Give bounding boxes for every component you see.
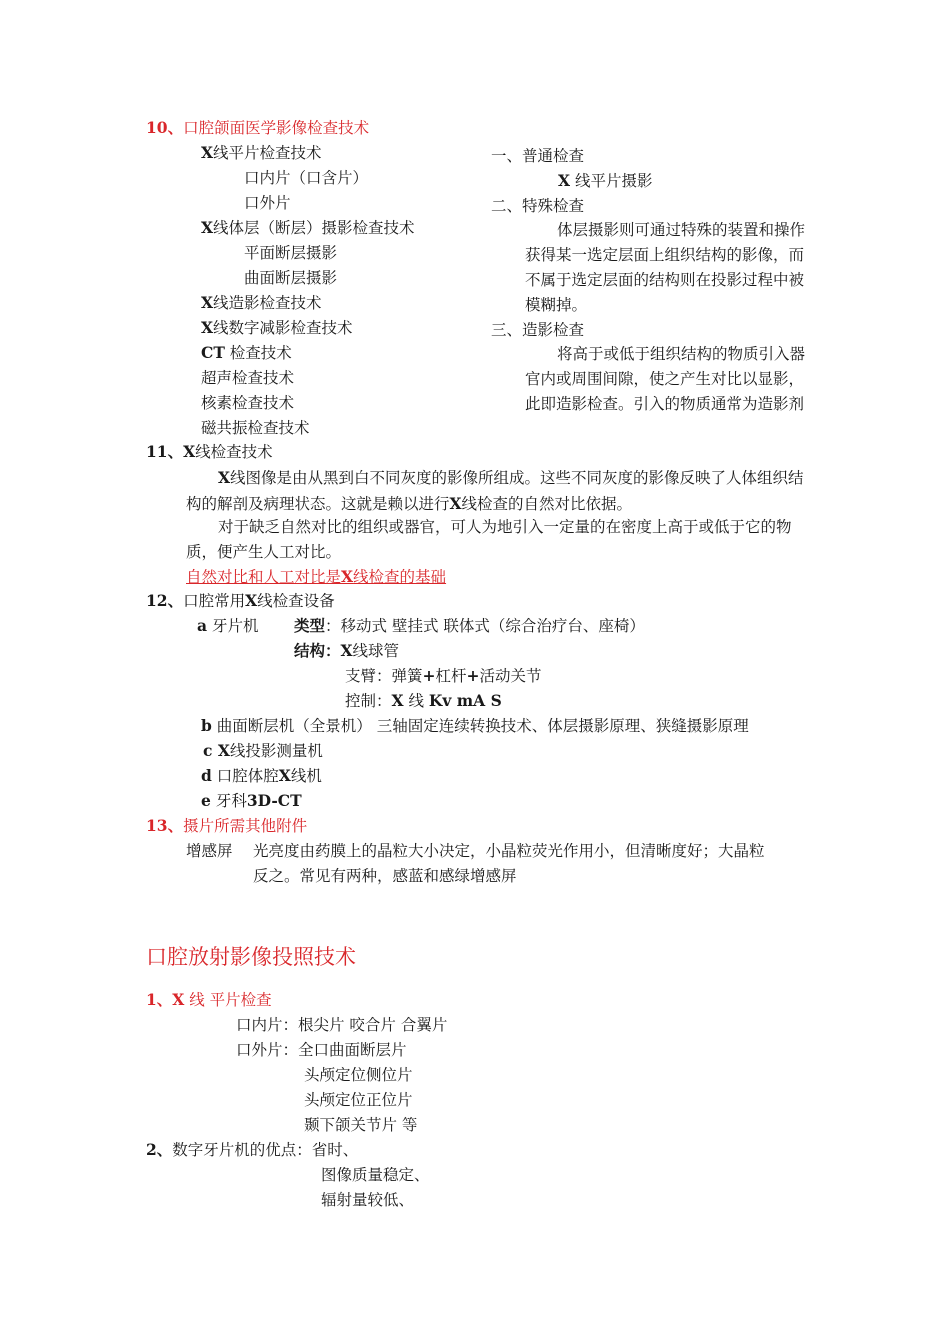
contrast-exam-paragraph: 将高于或低于组织结构的物质引入器官内或周围间隙，使之产生对比以显影，此即造影检查。引入的物质通常为造影剂 xyxy=(525,345,806,413)
ct-letters: CT xyxy=(201,343,225,362)
panoramic-text: 曲面断层机（全景机） 三轴固定连续转换技术、体层摄影原理、狭缝摄影原理 xyxy=(216,717,749,735)
dental-3dct-text: 3D-CT xyxy=(246,791,302,810)
ct-label: 检查技术 xyxy=(224,344,292,362)
note-text-a: 自然对比和人工对比是 xyxy=(186,568,342,586)
x-letter: X xyxy=(558,171,571,190)
dsa-item xyxy=(201,318,353,338)
x-letter: X xyxy=(218,468,231,487)
general-exam-item xyxy=(558,171,652,191)
chapter-section-1-number: 1、 xyxy=(146,990,173,1009)
section-12-number: 12、 xyxy=(146,591,184,610)
ultrasound-item: 超声检查技术 xyxy=(201,369,295,387)
panoramic-item xyxy=(201,716,749,736)
dental-xray-item xyxy=(197,616,259,636)
dental-xray-label: 牙片机 xyxy=(211,617,259,635)
x-letter: ：X xyxy=(325,641,353,660)
p1-text-a: 线图像是由从黑到白不同灰度的影像所组成。这些不同灰度的影像反映了人体组织结构的解剖及病理状态。这就是赖以进行 xyxy=(186,469,804,513)
structure-label: 结构 xyxy=(294,641,326,660)
tomography-item xyxy=(201,218,415,238)
section-11-paragraph-2: 对于缺乏自然对比的组织或器官，可人为地引入一定量的在密度上高于或低于它的物质，便产生人工对比。 xyxy=(186,518,792,561)
dental-3dct-item xyxy=(201,791,302,811)
item-d-label: d xyxy=(201,766,212,785)
intraoral-films-row: 口内片：根尖片 咬合片 合翼片 xyxy=(236,1016,448,1034)
intensifying-screen-text-1: 光亮度由药膜上的晶粒大小决定，小晶粒荧光作用小，但清晰度好；大晶粒 xyxy=(253,842,765,860)
section-10-number: 10、 xyxy=(146,118,184,137)
chapter-section-2-heading xyxy=(146,1140,358,1160)
type-label: 类型 xyxy=(294,616,326,635)
cephalometric-item xyxy=(203,741,323,761)
section-11-paragraph-1 xyxy=(186,465,811,517)
control-row xyxy=(345,691,502,711)
x-letter: X xyxy=(341,567,354,586)
dsa-label: 线数字减影检查技术 xyxy=(213,319,353,337)
section-10-title: 口腔颌面医学影像检查技术 xyxy=(183,119,370,137)
extraoral-films-row: 口外片：全口曲面断层片 xyxy=(236,1041,407,1059)
ct-item xyxy=(201,343,292,363)
special-exam-heading: 二、特殊检查 xyxy=(491,197,585,215)
type-row xyxy=(294,616,645,636)
xray-flat-label: 线平片检查技术 xyxy=(213,144,322,162)
extraoral-item: 口外片 xyxy=(244,194,291,212)
intensifying-screen-text-2: 反之。常见有两种，感蓝和感绿增感屏 xyxy=(253,867,517,885)
section-12-heading xyxy=(146,591,335,611)
image-quality-item: 图像质量稳定、 xyxy=(321,1166,430,1184)
contrast-item xyxy=(201,293,322,313)
chapter-section-2-number: 2、 xyxy=(146,1140,173,1159)
tomography-label: 线体层（断层）摄影检查技术 xyxy=(213,219,415,237)
section-11-title: 线检查技术 xyxy=(195,443,273,461)
x-letter: X xyxy=(172,990,185,1009)
curved-tomo-item: 曲面断层摄影 xyxy=(244,269,338,287)
x-letter: X xyxy=(183,442,196,461)
general-exam-heading: 一、普通检查 xyxy=(491,147,585,165)
item-a-label: a xyxy=(197,616,208,635)
structure-text: 线球管 xyxy=(352,642,400,660)
section-11-heading xyxy=(146,442,273,462)
cephalometric-text: 线投影测量机 xyxy=(229,742,323,760)
lateral-ceph-item: 头颅定位侧位片 xyxy=(304,1066,413,1084)
p1-text-b: 线检查的自然对比依据。 xyxy=(461,495,633,513)
plane-tomo-item: 平面断层摄影 xyxy=(244,244,338,262)
chapter-section-1-title: 线 平片检查 xyxy=(184,991,272,1009)
arm-row xyxy=(345,666,542,686)
pa-ceph-item: 头颅定位正位片 xyxy=(304,1091,413,1109)
section-13-heading xyxy=(146,816,307,836)
chapter-section-1-heading xyxy=(146,990,272,1010)
x-letter: X xyxy=(245,591,258,610)
contrast-exam-heading: 三、造影检查 xyxy=(491,321,585,339)
item-e-label: e xyxy=(201,791,211,810)
x-letter: X xyxy=(391,691,404,710)
plus-sign: + xyxy=(422,666,436,685)
x-letter: X xyxy=(201,218,214,237)
tmj-item: 颞下颌关节片 等 xyxy=(304,1116,418,1134)
section-11-number: 11、 xyxy=(146,442,184,461)
arm-end: 活动关节 xyxy=(479,667,542,685)
structure-row xyxy=(294,641,399,661)
note-text-b: 线检查的基础 xyxy=(353,568,447,586)
x-letter: X xyxy=(201,143,214,162)
nuclide-item: 核素检查技术 xyxy=(201,394,295,412)
arm-mid: 杠杆 xyxy=(435,667,467,685)
intraoral-xray-text: 线机 xyxy=(290,767,322,785)
intensifying-screen-term: 增感屏 xyxy=(186,842,233,860)
section-10-heading xyxy=(146,118,369,138)
section-12-title-b: 线检查设备 xyxy=(257,592,335,610)
control-units: Kv mA S xyxy=(428,691,502,710)
chapter-section-2-title: 数字牙片机的优点：省时、 xyxy=(172,1141,359,1159)
intraoral-xray-item xyxy=(201,766,322,786)
section-12-title-a: 口腔常用 xyxy=(183,592,246,610)
intraoral-xray-mid: 口腔体腔 xyxy=(216,767,279,785)
xray-flat-item xyxy=(201,143,322,163)
x-letter: X xyxy=(201,318,214,337)
item-c-label: c X xyxy=(203,741,230,760)
flat-film-label: 线平片摄影 xyxy=(570,172,653,190)
plus-sign: + xyxy=(466,666,480,685)
x-letter: X xyxy=(201,293,214,312)
chapter-title: 口腔放射影像投照技术 xyxy=(146,945,356,969)
control-text: 控制： xyxy=(345,692,392,710)
mri-item: 磁共振检查技术 xyxy=(201,419,310,437)
control-mid: 线 xyxy=(403,692,429,710)
item-b-label: b xyxy=(201,716,212,735)
low-radiation-item: 辐射量较低、 xyxy=(321,1191,415,1209)
natural-artificial-contrast-note xyxy=(186,567,446,587)
contrast-label: 线造影检查技术 xyxy=(213,294,322,312)
intraoral-item: 口内片（口含片） xyxy=(244,169,369,187)
special-exam-paragraph: 体层摄影则可通过特殊的装置和操作获得某一选定层面上组织结构的影像，而不属于选定层面的结构则在投影过程中被模糊掉。 xyxy=(525,221,806,314)
arm-text: 支臂：弹簧 xyxy=(345,667,423,685)
dental-3dct-mid: 牙科 xyxy=(215,792,247,810)
section-13-number: 13、 xyxy=(146,816,184,835)
x-letter: X xyxy=(278,766,291,785)
x-letter: X xyxy=(449,494,462,513)
type-text: ：移动式 壁挂式 联体式（综合治疗台、座椅） xyxy=(325,617,645,635)
section-13-title: 摄片所需其他附件 xyxy=(183,817,308,835)
